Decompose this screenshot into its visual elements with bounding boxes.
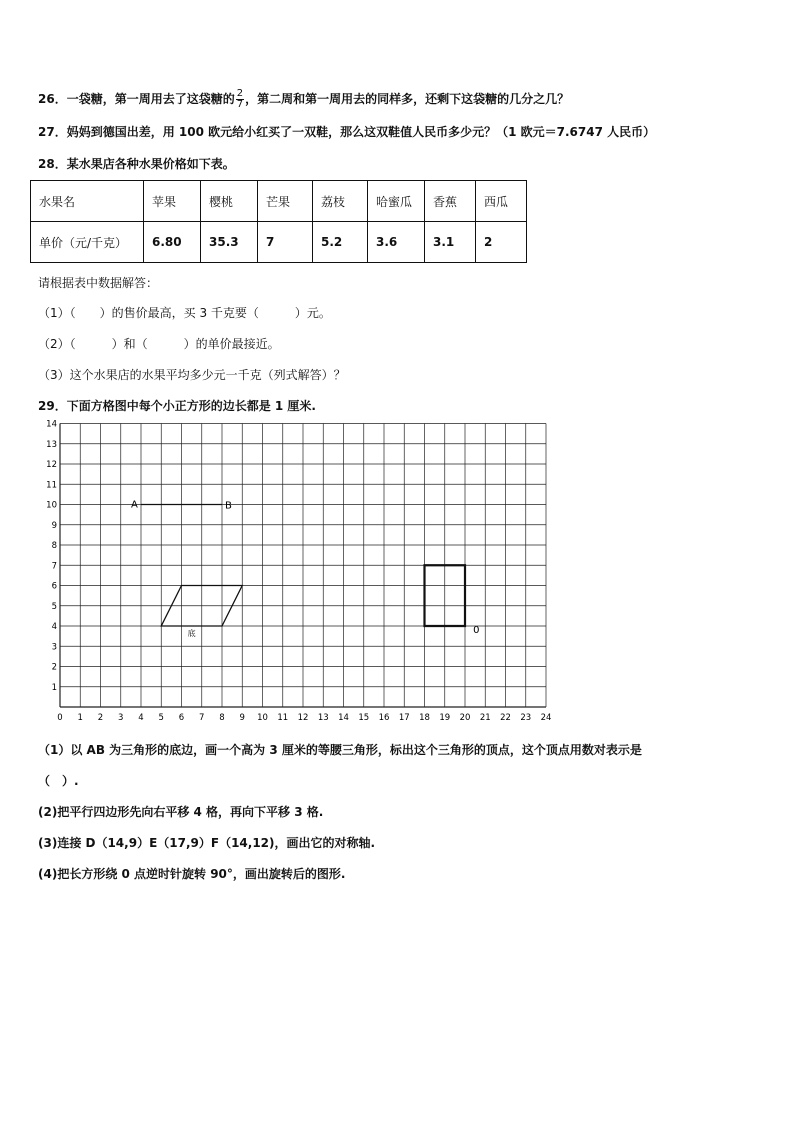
q29-part-1-answer: （ ）. — [38, 774, 79, 788]
fraction — [236, 89, 244, 110]
y-tick-label: 7 — [51, 561, 57, 572]
base-label: 底 — [187, 629, 196, 638]
q29-part-1: （1）以 AB 为三角形的底边，画一个高为 3 厘米的等腰三角形，标出这个三角形的顶点，这个顶点用数对表示是 — [38, 743, 642, 757]
x-tick-label: 8 — [219, 713, 225, 723]
q28-intro: 请根据表中数据解答： — [38, 276, 159, 290]
table-cell: 香蕉 — [425, 181, 476, 222]
question-27: 27．妈妈到德国出差，用 100 欧元给小红买了一双鞋，那么这双鞋值人民币多少元？（1 欧元＝7.6747 人民币） — [38, 125, 656, 139]
x-tick-label: 20 — [459, 713, 471, 723]
table-cell: 哈蜜瓜 — [368, 181, 425, 222]
x-tick-label: 18 — [419, 713, 430, 723]
table-cell: 西瓜 — [476, 181, 527, 222]
q28-part-3: （3）这个水果店的水果平均多少元一千克（列式解答）？ — [38, 368, 346, 382]
x-tick-label: 19 — [439, 713, 451, 723]
table-header-row — [31, 181, 527, 222]
q29-part-3: (3)连接 D（14,9）E（17,9）F（14,12)，画出它的对称轴. — [38, 836, 376, 850]
y-tick-label: 2 — [51, 662, 57, 673]
fraction-numerator: 2 — [236, 88, 244, 99]
y-tick-label: 14 — [46, 419, 57, 430]
y-tick-label: 9 — [51, 520, 57, 531]
x-tick-label: 7 — [199, 713, 205, 723]
table-cell: 3.1 — [425, 222, 476, 263]
x-tick-label: 24 — [540, 713, 552, 723]
y-tick-label: 12 — [46, 460, 57, 470]
x-tick-label: 5 — [158, 713, 164, 723]
question-29: 29．下面方格图中每个小正方形的边长都是 1 厘米. — [38, 399, 316, 413]
x-tick-label: 15 — [358, 713, 370, 723]
y-tick-label: 6 — [51, 581, 57, 592]
y-tick-label: 11 — [46, 480, 57, 491]
q26-text-pre: 26．一袋糖，第一周用去了这袋糖的 — [38, 92, 235, 106]
y-tick-label: 3 — [51, 642, 57, 653]
q29-part-2: (2)把平行四边形先向右平移 4 格，再向下平移 3 格. — [38, 805, 324, 819]
x-tick-label: 13 — [317, 713, 329, 723]
table-cell: 35.3 — [201, 222, 258, 263]
x-tick-label: 21 — [479, 713, 491, 723]
x-tick-label: 4 — [138, 713, 144, 723]
table-cell: 6.80 — [144, 222, 201, 263]
x-tick-label: 16 — [378, 713, 390, 723]
table-cell: 苹果 — [144, 181, 201, 222]
x-tick-label: 3 — [118, 713, 124, 723]
y-tick-label: 5 — [51, 601, 57, 612]
table-cell: 5.2 — [313, 222, 368, 263]
q29-part-4: (4)把长方形绕 0 点逆时针旋转 90°，画出旋转后的图形. — [38, 867, 346, 881]
x-tick-label: 10 — [257, 713, 268, 723]
table-row — [31, 222, 527, 263]
y-tick-label: 13 — [46, 439, 57, 450]
q28-part-2: （2）（ ）和（ ）的单价最接近。 — [38, 337, 280, 351]
y-tick-label: 1 — [51, 682, 57, 693]
x-tick-label: 22 — [500, 713, 511, 723]
table-cell: 2 — [476, 222, 527, 263]
x-tick-label: 11 — [277, 713, 289, 723]
y-tick-label: 4 — [51, 622, 57, 632]
x-tick-label: 0 — [57, 713, 63, 723]
point-label-o: 0 — [473, 625, 480, 636]
point-label-b: B — [225, 500, 232, 512]
point-label-a: A — [131, 499, 138, 511]
x-tick-label: 17 — [398, 713, 410, 723]
question-28: 28．某水果店各种水果价格如下表。 — [38, 157, 235, 171]
x-tick-label: 1 — [77, 713, 83, 723]
table-cell: 水果名 — [31, 181, 144, 222]
q26-text-post: ，第二周和第一周用去的同样多，还剩下这袋糖的几分之几？ — [245, 92, 570, 106]
fraction-denominator: 7 — [236, 99, 244, 110]
x-tick-label: 2 — [97, 713, 104, 723]
y-tick-label: 10 — [46, 500, 57, 511]
x-tick-label: 9 — [239, 713, 245, 723]
x-tick-label: 12 — [297, 713, 309, 723]
fruit-price-table — [30, 180, 527, 263]
coordinate-grid — [30, 419, 560, 723]
question-26 — [38, 89, 569, 110]
y-tick-label: 8 — [51, 541, 57, 551]
table-cell: 荔枝 — [313, 181, 368, 222]
table-cell: 樱桃 — [201, 181, 258, 222]
table-cell: 7 — [258, 222, 313, 263]
x-tick-label: 23 — [520, 713, 532, 723]
x-tick-label: 14 — [338, 713, 349, 723]
table-cell: 芒果 — [258, 181, 313, 222]
x-tick-label: 6 — [178, 713, 185, 723]
table-cell: 单价（元/千克） — [31, 222, 144, 263]
q28-part-1: （1）（ ）的售价最高，买 3 千克要（ ）元。 — [38, 306, 331, 320]
table-cell: 3.6 — [368, 222, 425, 263]
